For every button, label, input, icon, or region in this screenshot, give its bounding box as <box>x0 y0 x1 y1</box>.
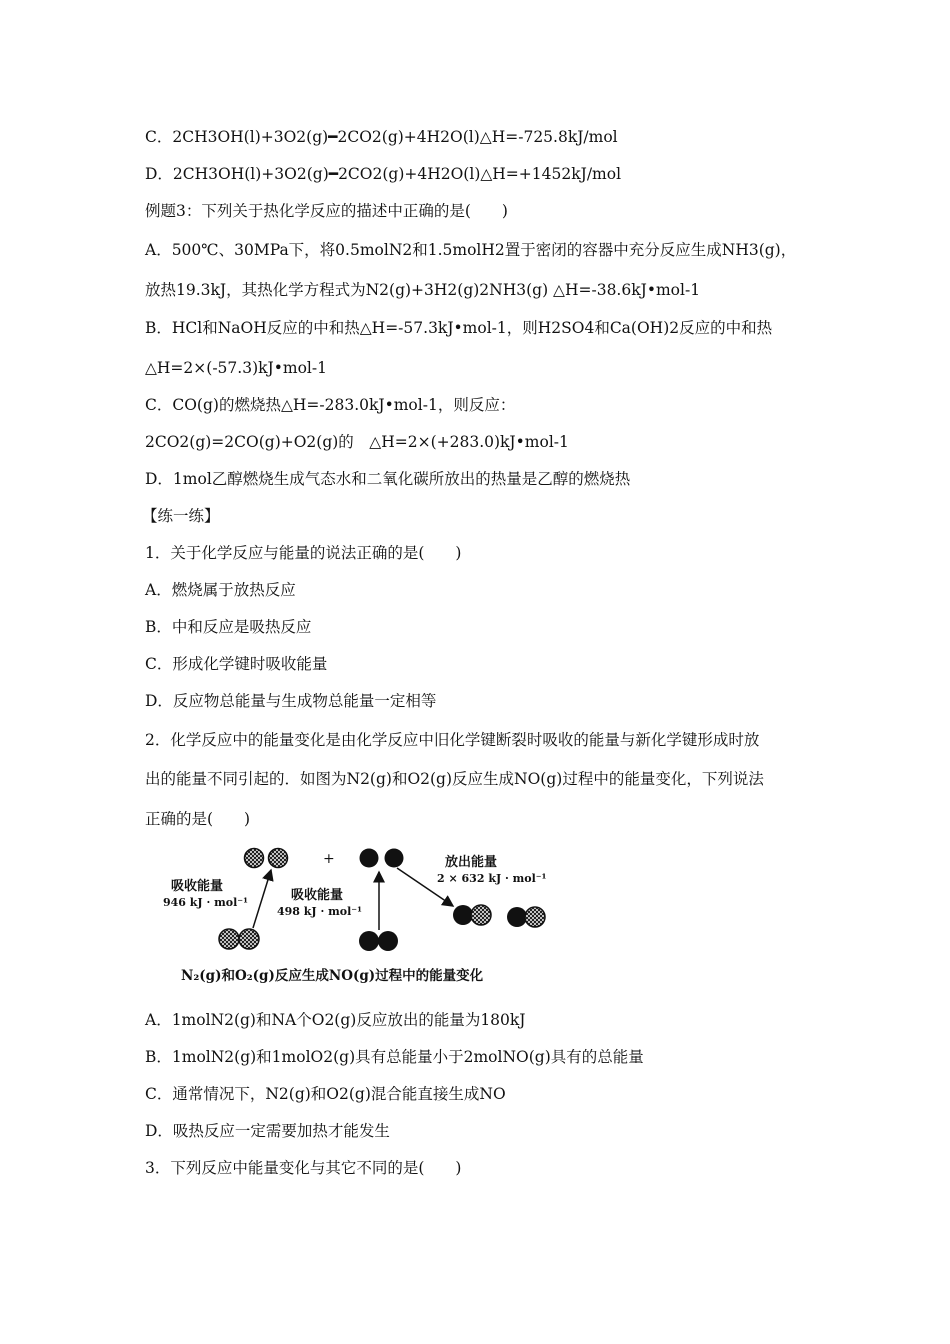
option-d: D．吸热反应一定需要加热才能发生 <box>145 1122 390 1140</box>
absorb-label-2: 吸收能量 <box>291 888 344 903</box>
text-line: B．HCl和NaOH反应的中和热△H=-57.3kJ•mol-1，则H2SO4和Ca(OH)2反应的中和热 <box>145 319 773 337</box>
text-line: C．CO(g)的燃烧热△H=-283.0kJ•mol-1，则反应： <box>145 396 516 414</box>
energy-diagram <box>145 840 565 990</box>
absorb-value-2: 498 kJ · mol⁻¹ <box>277 905 362 918</box>
section-heading: 【练一练】 <box>142 507 220 525</box>
option-a: A．燃烧属于放热反应 <box>145 581 296 599</box>
text-line: C．2CH3OH(l)+3O2(g)━2CO2(g)+4H2O(l)△H=-725.8kJ/mol <box>145 128 618 146</box>
release-value: 2 × 632 kJ · mol⁻¹ <box>437 872 547 885</box>
plus-sign: + <box>323 851 335 867</box>
absorb-value-1: 946 kJ · mol⁻¹ <box>163 896 248 909</box>
arrow-icon <box>253 870 271 928</box>
text-line: 正确的是( ) <box>145 810 251 828</box>
text-line: D．1mol乙醇燃烧生成气态水和二氧化碳所放出的热量是乙醇的燃烧热 <box>145 470 631 488</box>
example-question: 例题3：下列关于热化学反应的描述中正确的是( ) <box>145 202 508 220</box>
option-b: B．1molN2(g)和1molO2(g)具有总能量小于2molNO(g)具有的总能量 <box>145 1048 644 1066</box>
option-c: C．形成化学键时吸收能量 <box>145 655 328 673</box>
text-line: 2CO2(g)=2CO(g)+O2(g)的 △H=2×(+283.0)kJ•mol-1 <box>145 433 569 451</box>
question-3: 3．下列反应中能量变化与其它不同的是( ) <box>145 1159 462 1177</box>
text-line: D．2CH3OH(l)+3O2(g)━2CO2(g)+4H2O(l)△H=+1452kJ/mol <box>145 165 622 183</box>
question-1: 1．关于化学反应与能量的说法正确的是( ) <box>145 544 462 562</box>
no-molecule-icon <box>453 905 545 927</box>
o-atom-icon <box>360 849 404 868</box>
figure-caption: N₂(g)和O₂(g)反应生成NO(g)过程中的能量变化 <box>181 968 484 984</box>
text-line: 出的能量不同引起的．如图为N2(g)和O2(g)反应生成NO(g)过程中的能量变化，下列说法 <box>145 770 764 788</box>
option-d: D．反应物总能量与生成物总能量一定相等 <box>145 692 437 710</box>
o2-molecule-icon <box>359 931 398 951</box>
text-line: A．500℃、30MPa下，将0.5molN2和1.5molH2置于密闭的容器中充分反应生成NH3(g)， <box>145 241 797 259</box>
text-line: △H=2×(-57.3)kJ•mol-1 <box>145 359 327 377</box>
text-line: 放热19.3kJ，其热化学方程式为N2(g)+3H2(g)2NH3(g) △H=-38.6kJ•mol-1 <box>145 281 701 299</box>
release-label: 放出能量 <box>445 855 498 870</box>
question-2: 2．化学反应中的能量变化是由化学反应中旧化学键断裂时吸收的能量与新化学键形成时放 <box>145 731 760 749</box>
n-atom-icon <box>245 849 288 868</box>
n2-molecule-icon <box>219 929 259 949</box>
option-b: B．中和反应是吸热反应 <box>145 618 312 636</box>
option-a: A．1molN2(g)和NA个O2(g)反应放出的能量为180kJ <box>145 1011 526 1029</box>
absorb-label-1: 吸收能量 <box>171 879 224 894</box>
option-c: C．通常情况下，N2(g)和O2(g)混合能直接生成NO <box>145 1085 506 1103</box>
